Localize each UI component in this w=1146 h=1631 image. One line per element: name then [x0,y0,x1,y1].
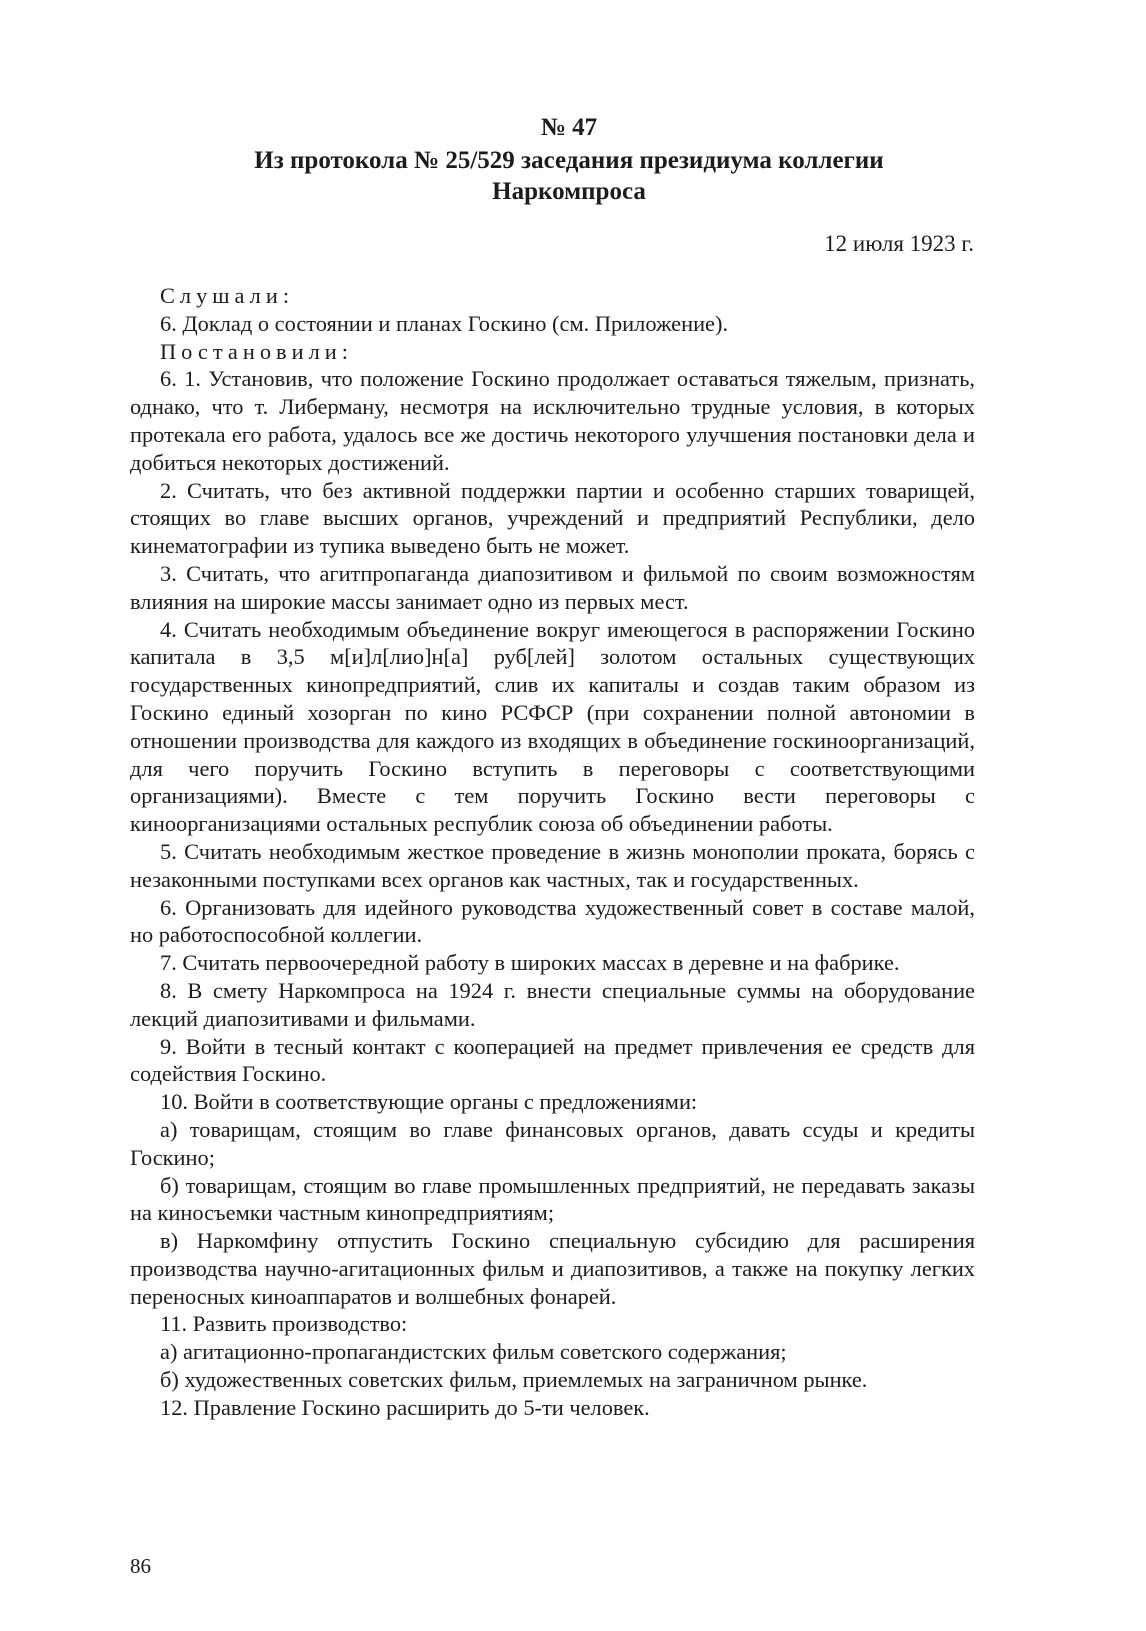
paragraph: а) агитационно-пропагандистских фильм советского содержания; [160,1339,787,1365]
paragraph: а) товарищам, стоящим во главе финансовых органов, давать ссуды и кредиты Госкино; [130,1116,975,1170]
paragraph: б) художественных советских фильм, приемлемых на заграничном рынке. [160,1367,868,1393]
document-body [130,282,975,1422]
paragraph: 6. 1. Установив, что положение Госкино продолжает оставаться тяжелым, признать, однако, что т. Либерману, несмотря на исключительно трудные условия, в которых протекала его работа, удалось все же достичь некоторого улучшения постановки дела и добиться некоторых достижений. [130,366,975,475]
document-title-line: Наркомпроса [492,178,646,205]
paragraph: 11. Развить производство: [160,1311,408,1337]
document-title [130,145,1008,207]
paragraph: 2. Считать, что без активной поддержки партии и особенно старших товарищей, стоящих во главе высших органов, учреждений и предприятий Республики, дело кинематографии из тупика выведено быть не может. [130,477,975,559]
paragraph: 6. Организовать для идейного руководства художественный совет в составе малой, но работоспособной коллегии. [130,894,975,948]
document-date: 12 июля 1923 г. [824,231,974,256]
page-number: 86 [130,1554,151,1578]
paragraph: 5. Считать необходимым жесткое проведение в жизнь монополии проката, борясь с незаконными поступками всех органов как частных, так и государственных. [130,838,975,892]
paragraph: 10. Войти в соответствующие органы с предложениями: [160,1089,698,1115]
paragraph: 9. Войти в тесный контакт с кооперацией на предмет привлечения ее средств для содействия Госкино. [130,1033,975,1087]
paragraph: 7. Считать первоочередной работу в широких массах в деревне и на фабрике. [160,950,900,976]
paragraph: 4. Считать необходимым объединение вокруг имеющегося в распоряжении Госкино капитала в 3,5 м[и]л[лио]н[а] руб[лей] золотом остальных существующих государственных кинопредприятий, слив их капиталы и создав таким образом из Госкино единый хозорган по кино РСФСР (при сохранении полной автономии в отношении производства для каждого из входящих в объединение госкиноорганизаций, для чего поручить Госкино вступить в переговоры с соответствующими организациями). Вместе с тем поручить Госкино вести переговоры с киноорганизациями остальных республик союза об объединении работы. [130,616,975,837]
paragraph: 6. Доклад о состоянии и планах Госкино (см. Приложение). [160,310,729,336]
paragraph: 12. Правление Госкино расширить до 5-ти человек. [160,1394,650,1420]
paragraph: б) товарищам, стоящим во главе промышленных предприятий, не передавать заказы на киносъемки частным кинопредприятиям; [130,1172,975,1226]
section-heading-resolved: Постановили: [160,338,353,364]
document-page [130,0,1008,1631]
section-heading-heard: Слушали: [160,283,295,308]
document-title-line: Из протокола № 25/529 заседания президиума коллегии [254,147,884,174]
document-number: № 47 [540,114,598,141]
paragraph: в) Наркомфину отпустить Госкино специальную субсидию для расширения производства научно-агитационных фильм и диапозитивов, а также на покупку легких переносных киноаппаратов и волшебных фонарей. [130,1228,975,1309]
paragraph: 8. В смету Наркомпроса на 1924 г. внести специальные суммы на оборудование лекций диапозитивами и фильмами. [130,977,975,1031]
paragraph: 3. Считать, что агитпропаганда диапозитивом и фильмой по своим возможностям влияния на широкие массы занимает одно из первых мест. [130,560,975,614]
